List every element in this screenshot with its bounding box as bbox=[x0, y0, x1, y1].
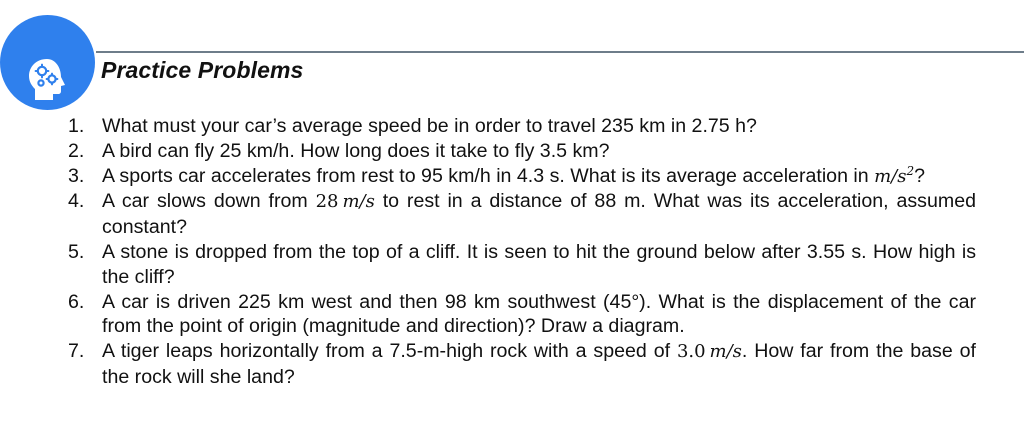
problem-item-7 bbox=[60, 339, 976, 390]
problem-number: 6. bbox=[68, 290, 85, 313]
problem-item-5 bbox=[60, 240, 976, 290]
problem-number: 7. bbox=[68, 340, 85, 363]
math-unit: m/s bbox=[709, 341, 742, 363]
problem-text-end: ? bbox=[914, 164, 926, 187]
math-unit: m/s bbox=[342, 191, 375, 213]
page-title: Practice Problems bbox=[101, 57, 304, 83]
problem-item-4 bbox=[60, 189, 976, 240]
head-gears-icon bbox=[23, 56, 69, 102]
math-value: 28 bbox=[315, 191, 339, 213]
problem-list bbox=[60, 114, 976, 390]
problem-text-end: . How far from the base of the rock will she land? bbox=[102, 340, 976, 388]
math-unit bbox=[874, 163, 915, 187]
problem-text: A car slows down from bbox=[102, 190, 316, 213]
problem-text: A sports car accelerates from rest to 95 km/h in 4.3 s. What is its average acceleration in bbox=[102, 164, 875, 187]
problem-item-1 bbox=[60, 114, 976, 139]
problem-number: 1. bbox=[68, 115, 85, 137]
problem-text: What must your car’s average speed be in order to travel 235 km in 2.75 h? bbox=[102, 115, 757, 137]
problem-number: 4. bbox=[68, 190, 85, 213]
problem-text: A tiger leaps horizontally from a 7.5-m-high rock with a speed of bbox=[102, 340, 677, 363]
problem-item-3 bbox=[60, 164, 976, 190]
section-header bbox=[0, 0, 1024, 112]
problem-item-2 bbox=[60, 139, 976, 164]
problem-text: A stone is dropped from the top of a cliff. It is seen to hit the ground below after 3.55 s. How high is the cliff? bbox=[102, 240, 976, 288]
icon-badge bbox=[0, 15, 95, 110]
math-value: 3.0 bbox=[676, 341, 706, 363]
header-divider bbox=[96, 51, 1024, 53]
problem-item-6 bbox=[60, 290, 976, 340]
problem-text-end: to rest in a distance of 88 m. What was its acceleration, assumed constant? bbox=[102, 190, 976, 239]
problem-number: 3. bbox=[68, 164, 85, 187]
problem-text: A bird can fly 25 km/h. How long does it take to fly 3.5 km? bbox=[102, 139, 610, 162]
problem-text: A car is driven 225 km west and then 98 km southwest (45°). What is the displacement of the car from the point of origin (magnitude and direction)? Draw a diagram. bbox=[102, 290, 976, 338]
unit-exponent: 2 bbox=[906, 163, 915, 178]
unit-base: m/s bbox=[874, 165, 907, 187]
problem-number: 5. bbox=[68, 240, 85, 263]
problem-number: 2. bbox=[68, 139, 85, 162]
